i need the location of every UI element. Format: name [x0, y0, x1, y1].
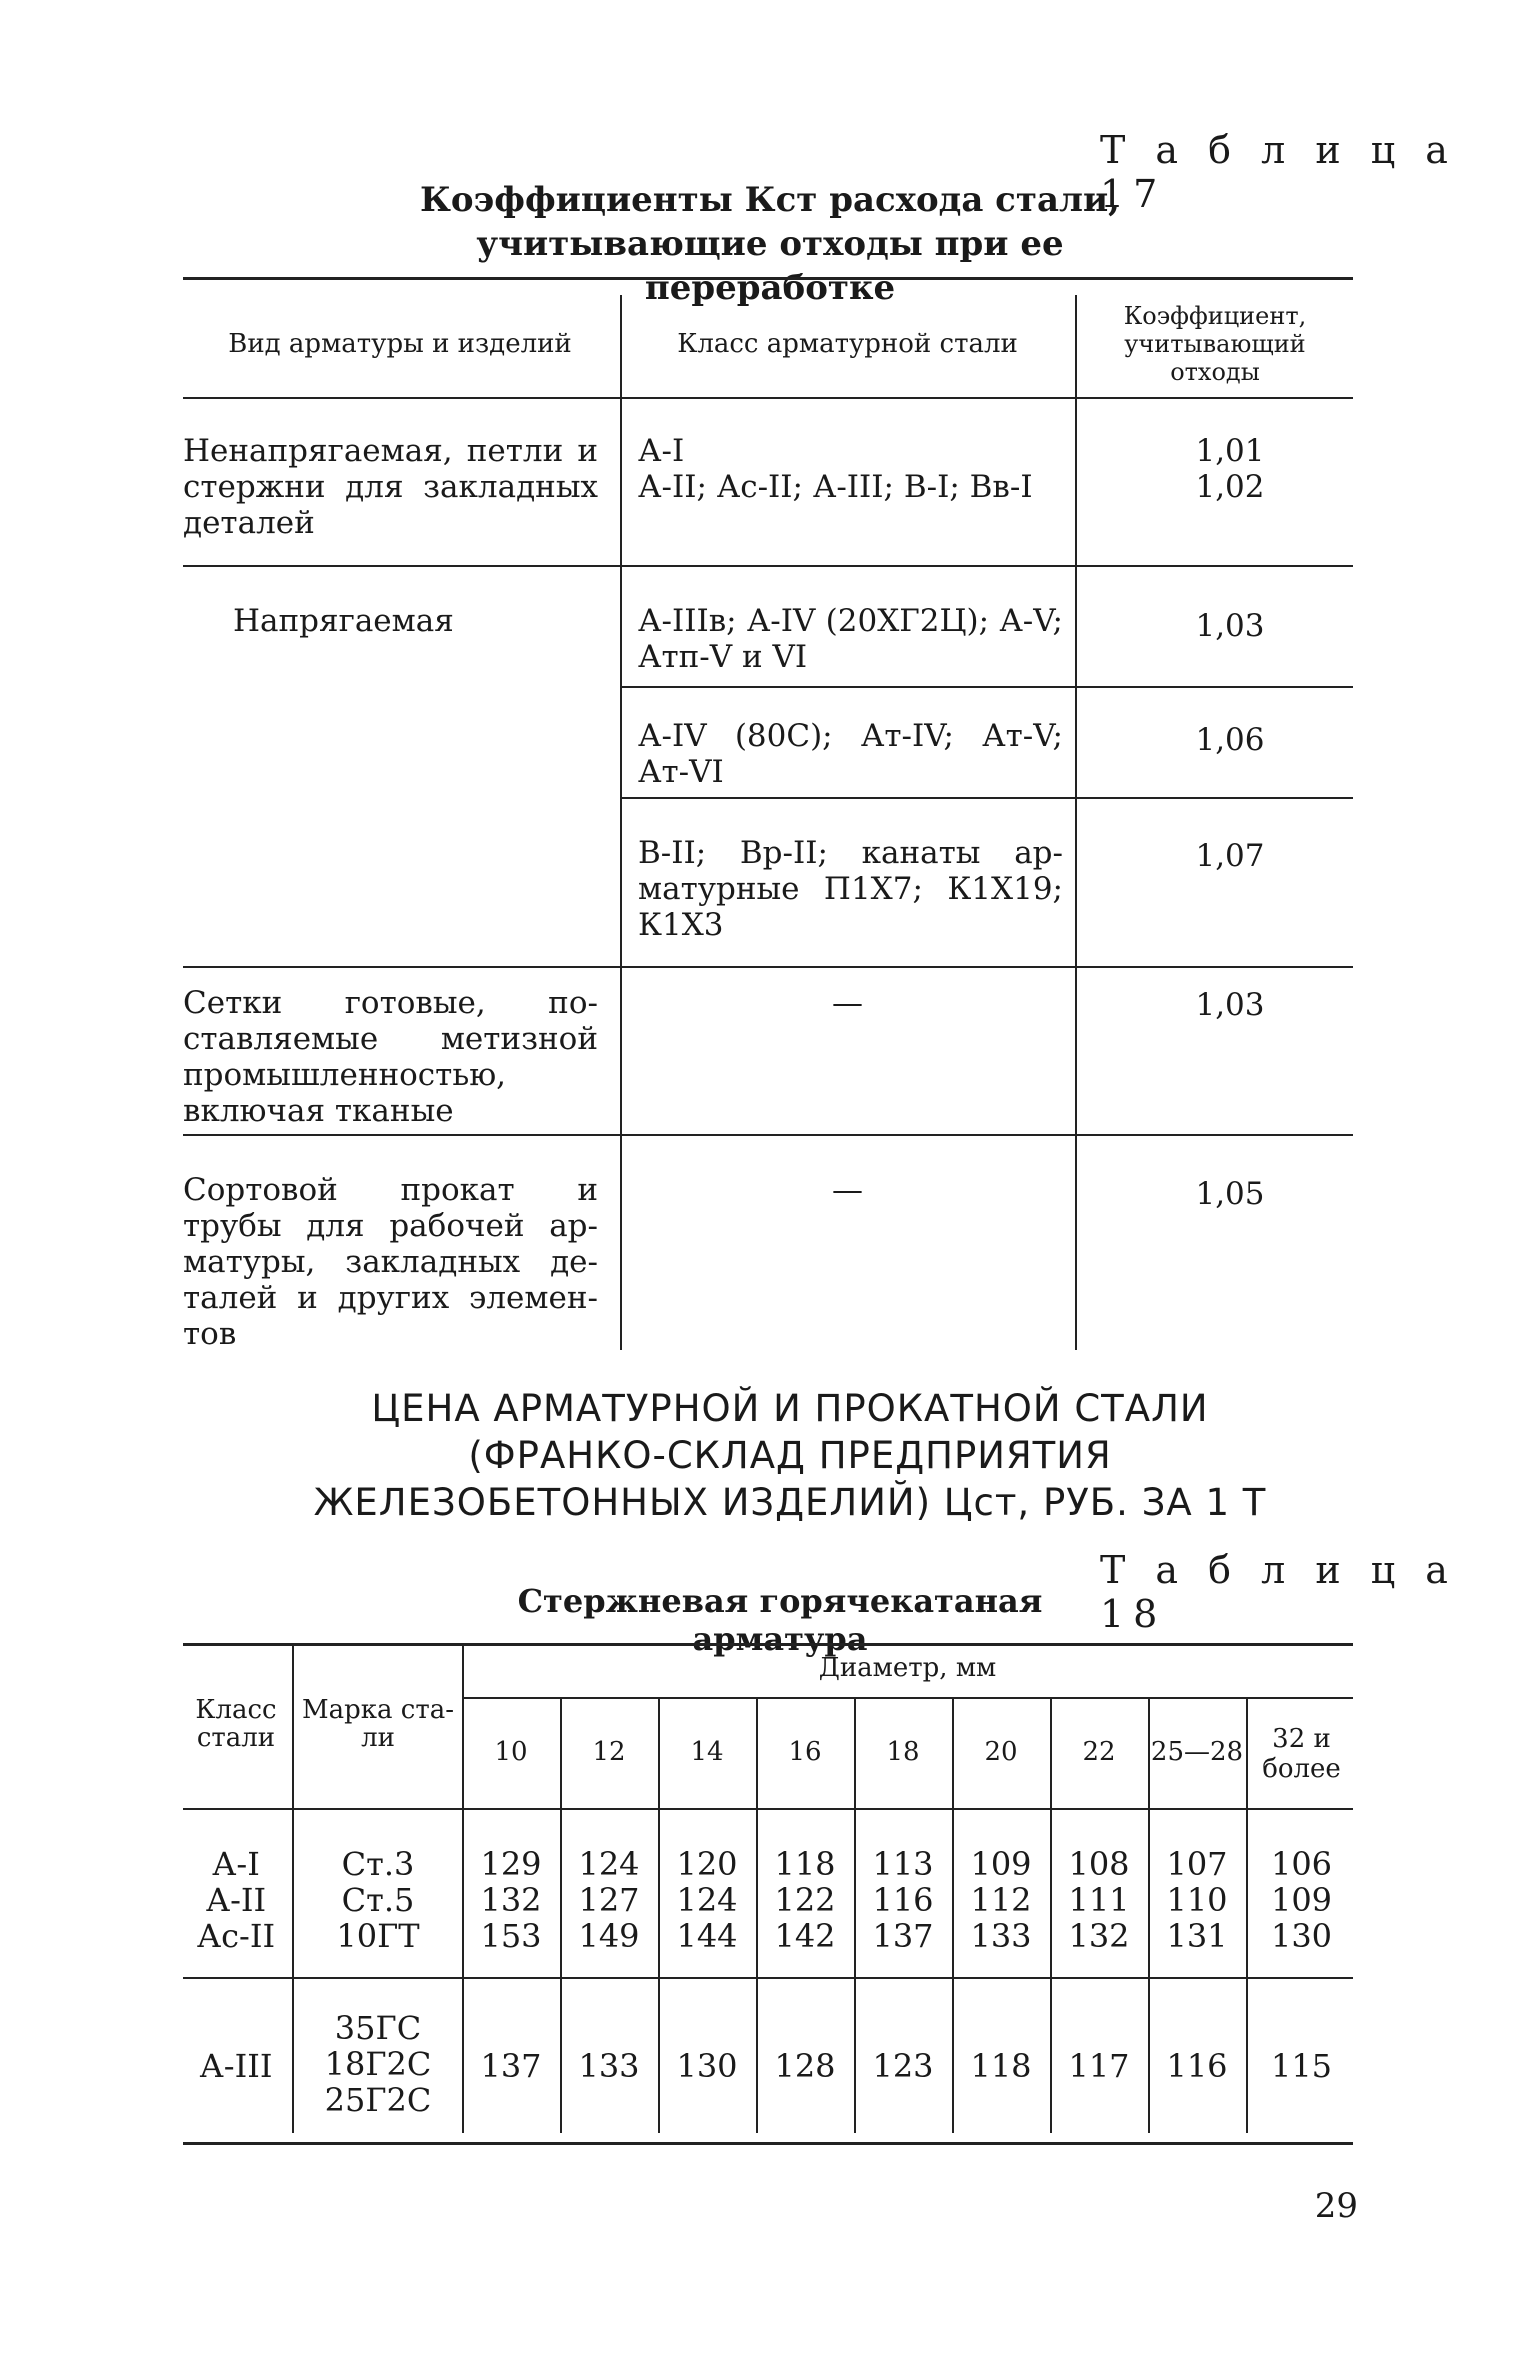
- diameter-header: 16: [788, 1737, 822, 1767]
- table-18-title: Стержневая горячекатаная арматура: [517, 1582, 1043, 1658]
- table-17-class-cell: А-IV (80С); Ат-IV; Ат-V; Ат-VI: [638, 718, 1063, 790]
- table-18-row-rule: [183, 1977, 1353, 1979]
- diameter-header: 12: [592, 1737, 626, 1767]
- table-17-coef-cell: 1,07: [1195, 838, 1265, 874]
- table-17-class-cell: А-IIIв; А-IV (20ХГ2Ц); А-V; Атп-V и VI: [638, 603, 1063, 675]
- table-17-label: Т а б л и ц а 17: [1100, 128, 1457, 216]
- table-18-price-cell: 130: [676, 2047, 738, 2085]
- table-18-price-cell: 133: [578, 2047, 640, 2085]
- table-17-kind-cell: Сортовой прокат и трубы для рабочей арматуры, закладных деталей и других элементов: [183, 1172, 598, 1352]
- table-17-coef-cell: 1,03: [1195, 987, 1265, 1023]
- table-17-class-cell: —: [832, 985, 863, 1021]
- table-18-label: Т а б л и ц а 18: [1100, 1548, 1457, 1636]
- table-17-title-line1: Коэффициенты Кст расхода стали,: [419, 180, 1121, 220]
- table-18-price-cell: 118 122 142: [774, 1845, 836, 1955]
- table-17-col-divider: [620, 295, 622, 1350]
- table-18-grade-cell: Ст.3 Ст.5 10ГТ: [336, 1845, 420, 1955]
- table-17-header-kind: Вид арматуры и изделий: [228, 329, 572, 359]
- table-18-price-cell: 116: [1166, 2047, 1228, 2085]
- diameter-header: 32 и более: [1262, 1724, 1341, 1784]
- table-17-kind-cell: Ненапрягаемая, петли и стержни для закладных деталей: [183, 433, 598, 541]
- table-17-kind-cell: Напрягаемая: [233, 603, 454, 639]
- table-17-subrow-rule: [620, 686, 1353, 688]
- table-17-header-coef: Коэффициент, учитывающий отходы: [1123, 302, 1307, 386]
- table-18-price-cell: 118: [970, 2047, 1032, 2085]
- table-17-class-cell: В-II; Вр-II; канаты арматурные П1Х7; К1Х19; К1Х3: [638, 835, 1063, 943]
- table-17-class-cell: А-I А-II; Ас-II; А-III; В-I; Вв-I: [638, 433, 1033, 505]
- table-18-diameter-rule: [462, 1697, 1353, 1699]
- diameter-header: 14: [690, 1737, 724, 1767]
- page-number: 29: [1314, 2186, 1358, 2226]
- table-18-price-cell: 109 112 133: [970, 1845, 1032, 1955]
- table-18-class-cell: А-I А-II Ас-II: [196, 1845, 276, 1955]
- table-18-price-cell: 115: [1270, 2047, 1333, 2085]
- table-17-kind-cell: Сетки готовые, поставляемые метизной промышленностью, включая тканые: [183, 985, 598, 1129]
- table-17-row-rule: [183, 966, 1353, 968]
- table-18-price-cell: 108 111 132: [1068, 1845, 1130, 1955]
- table-18-price-cell: 124 127 149: [578, 1845, 640, 1955]
- table-17-top-rule: [183, 277, 1353, 280]
- table-18-top-rule: [183, 1643, 1353, 1646]
- table-17-coef-cell: 1,06: [1195, 722, 1265, 758]
- section-heading: ЦЕНА АРМАТУРНОЙ И ПРОКАТНОЙ СТАЛИ (ФРАНКО-СКЛАД ПРЕДПРИЯТИЯ ЖЕЛЕЗОБЕТОННЫХ ИЗДЕЛИЙ) Цст, РУБ. ЗА 1 Т: [313, 1387, 1267, 1524]
- table-17-class-cell: —: [832, 1172, 863, 1208]
- table-18-price-cell: 113 116 137: [872, 1845, 934, 1955]
- table-17-row-rule: [183, 1134, 1353, 1136]
- table-17-title: [380, 178, 1160, 310]
- table-18-header-rule: [183, 1808, 1353, 1810]
- table-18-header-class: Класс стали: [195, 1695, 277, 1753]
- table-17-coef-cell: 1,01 1,02: [1195, 433, 1265, 505]
- table-18-col-divider: [1246, 1697, 1248, 2133]
- table-17-subrow-rule: [620, 797, 1353, 799]
- table-18-class-cell: А-III: [199, 2047, 273, 2085]
- table-18-price-cell: 106 109 130: [1270, 1845, 1333, 1955]
- table-18-price-cell: 137: [480, 2047, 542, 2085]
- table-17-header-class: Класс арматурной стали: [677, 329, 1018, 359]
- table-18-price-cell: 129 132 153: [480, 1845, 542, 1955]
- diameter-header: 25—28: [1150, 1737, 1244, 1767]
- table-17-title-line2: учитывающие отходы при ее переработке: [476, 224, 1064, 308]
- diameter-header: 20: [984, 1737, 1018, 1767]
- diameter-header: 18: [886, 1737, 920, 1767]
- table-17-coef-cell: 1,03: [1195, 608, 1265, 644]
- table-17-header-rule: [183, 397, 1353, 399]
- diameter-header: 10: [494, 1737, 528, 1767]
- table-18-header-diameter: Диаметр, мм: [818, 1653, 997, 1683]
- table-18-price-cell: 128: [774, 2047, 836, 2085]
- table-18-price-cell: 120 124 144: [676, 1845, 738, 1955]
- table-18-price-cell: 117: [1068, 2047, 1130, 2085]
- table-17-col-divider: [1075, 295, 1077, 1350]
- table-17-row-rule: [183, 565, 1353, 567]
- diameter-header: 22: [1082, 1737, 1116, 1767]
- table-18-grade-cell: 35ГС 18Г2С 25Г2С: [324, 2009, 432, 2119]
- table-18-header-grade: Марка стали: [301, 1695, 455, 1753]
- table-17-coef-cell: 1,05: [1195, 1176, 1265, 1212]
- table-18-col-divider: [292, 1643, 294, 2133]
- table-18-price-cell: 107 110 131: [1166, 1845, 1228, 1955]
- table-18-bottom-rule: [183, 2142, 1353, 2145]
- table-18-price-cell: 123: [872, 2047, 934, 2085]
